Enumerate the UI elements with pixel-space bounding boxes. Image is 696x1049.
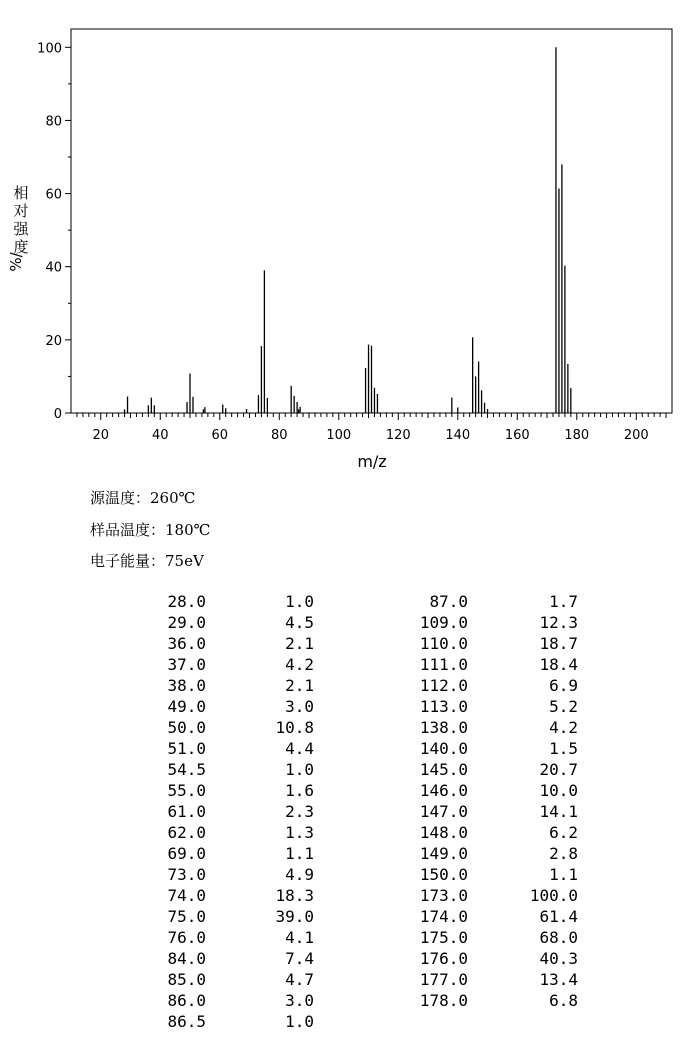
mz-cell: 150.0 [419, 865, 468, 884]
mz-cell: 140.0 [419, 739, 468, 758]
intensity-cell: 39.0 [275, 907, 314, 926]
intensity-cell: 4.7 [285, 970, 314, 989]
mz-cell: 55.0 [167, 781, 206, 800]
mz-cell: 76.0 [167, 928, 206, 947]
mz-cell: 110.0 [419, 634, 468, 653]
table-row [150, 864, 578, 885]
intensity-cell [468, 1011, 578, 1032]
intensity-cell: 6.2 [549, 823, 578, 842]
intensity-cell: 2.1 [285, 676, 314, 695]
x-tick-label: 40 [151, 428, 169, 443]
intensity-cell: 1.7 [549, 592, 578, 611]
condition-label: 源温度： [90, 489, 151, 507]
table-row [150, 885, 578, 906]
intensity-cell: 2.3 [285, 802, 314, 821]
mz-cell: 149.0 [419, 844, 468, 863]
table-row [150, 738, 578, 759]
mz-cell: 51.0 [167, 739, 206, 758]
intensity-cell: 12.3 [539, 613, 578, 632]
intensity-cell: 14.1 [539, 802, 578, 821]
x-tick-label: 100 [326, 428, 352, 443]
sample-temperature [90, 519, 210, 540]
mz-cell: 87.0 [429, 592, 468, 611]
table-row [150, 969, 578, 990]
mz-cell: 86.5 [167, 1012, 206, 1031]
intensity-cell: 61.4 [539, 907, 578, 926]
intensity-cell: 7.4 [285, 949, 314, 968]
y-axis-label-char: 对 [13, 202, 29, 220]
intensity-cell: 4.4 [285, 739, 314, 758]
mz-cell: 75.0 [167, 907, 206, 926]
y-axis-label-char: %/ [7, 252, 25, 272]
mz-cell: 86.0 [167, 991, 206, 1010]
mz-cell: 54.5 [167, 760, 206, 779]
mz-cell: 61.0 [167, 802, 206, 821]
mz-cell: 113.0 [419, 697, 468, 716]
mz-cell: 84.0 [167, 949, 206, 968]
intensity-cell: 18.3 [275, 886, 314, 905]
x-tick-label: 60 [211, 428, 229, 443]
condition-value: 75eV [165, 552, 204, 570]
y-axis [37, 41, 71, 422]
mz-cell: 148.0 [419, 823, 468, 842]
x-tick-label: 20 [92, 428, 110, 443]
mz-cell: 178.0 [419, 991, 468, 1010]
intensity-cell: 4.2 [549, 718, 578, 737]
y-axis-label-char: 强 [13, 220, 29, 238]
mz-cell [314, 1011, 468, 1032]
mz-cell: 175.0 [419, 928, 468, 947]
source-temperature [90, 487, 195, 508]
table-row [150, 822, 578, 843]
y-tick-label: 60 [45, 187, 62, 203]
mz-cell: 73.0 [167, 865, 206, 884]
intensity-cell: 100.0 [529, 886, 578, 905]
y-axis-label-char: 度 [13, 238, 29, 256]
intensity-cell: 1.0 [285, 760, 314, 779]
intensity-cell: 68.0 [539, 928, 578, 947]
peak-bars [125, 47, 571, 413]
mz-cell: 145.0 [419, 760, 468, 779]
intensity-cell: 3.0 [285, 991, 314, 1010]
mz-cell: 29.0 [167, 613, 206, 632]
y-tick-label: 100 [37, 41, 62, 57]
mass-spectrum-chart [0, 0, 696, 480]
x-tick-label: 140 [445, 428, 471, 443]
y-axis-label-char: 相 [13, 184, 29, 202]
intensity-cell: 1.0 [285, 592, 314, 611]
intensity-cell: 1.1 [549, 865, 578, 884]
x-tick-label: 200 [623, 428, 649, 443]
x-axis [77, 413, 666, 443]
intensity-cell: 6.9 [549, 676, 578, 695]
mz-cell: 138.0 [419, 718, 468, 737]
mz-cell: 111.0 [419, 655, 468, 674]
intensity-cell: 3.0 [285, 697, 314, 716]
mz-cell: 147.0 [419, 802, 468, 821]
mz-cell: 37.0 [167, 655, 206, 674]
intensity-cell: 40.3 [539, 949, 578, 968]
mz-cell: 177.0 [419, 970, 468, 989]
mz-cell: 174.0 [419, 907, 468, 926]
y-tick-label: 0 [53, 407, 62, 422]
mz-cell: 85.0 [167, 970, 206, 989]
mz-cell: 112.0 [419, 676, 468, 695]
mz-cell: 69.0 [167, 844, 206, 863]
table-row [150, 780, 578, 801]
intensity-cell: 13.4 [539, 970, 578, 989]
intensity-cell: 1.5 [549, 739, 578, 758]
x-tick-label: 160 [504, 428, 530, 443]
table-row [150, 759, 578, 780]
y-tick-label: 20 [45, 333, 62, 349]
mz-cell: 49.0 [167, 697, 206, 716]
x-axis-label: m/z [357, 452, 387, 471]
intensity-cell: 4.5 [285, 613, 314, 632]
table-row [150, 591, 578, 612]
table-row [150, 1011, 578, 1032]
intensity-cell: 5.2 [549, 697, 578, 716]
mz-cell: 176.0 [419, 949, 468, 968]
x-tick-label: 80 [270, 428, 288, 443]
intensity-cell: 18.7 [539, 634, 578, 653]
condition-label: 电子能量： [90, 552, 166, 570]
y-tick-label: 40 [45, 260, 62, 276]
table-row [150, 906, 578, 927]
table-row [150, 654, 578, 675]
intensity-cell: 1.0 [285, 1012, 314, 1031]
intensity-cell: 2.8 [549, 844, 578, 863]
x-tick-label: 180 [564, 428, 590, 443]
table-row [150, 990, 578, 1011]
table-row [150, 927, 578, 948]
intensity-cell: 1.1 [285, 844, 314, 863]
table-row [150, 675, 578, 696]
mz-cell: 62.0 [167, 823, 206, 842]
mz-cell: 38.0 [167, 676, 206, 695]
x-tick-label: 120 [385, 428, 411, 443]
peak-table [150, 591, 578, 1032]
intensity-cell: 10.0 [539, 781, 578, 800]
intensity-cell: 4.9 [285, 865, 314, 884]
electron-energy [90, 550, 204, 571]
mz-cell: 74.0 [167, 886, 206, 905]
condition-value: 180℃ [165, 521, 211, 539]
table-row [150, 696, 578, 717]
condition-value: 260℃ [150, 489, 196, 507]
condition-label: 样品温度： [90, 521, 166, 539]
table-row [150, 612, 578, 633]
mz-cell: 146.0 [419, 781, 468, 800]
mz-cell: 28.0 [167, 592, 206, 611]
table-row [150, 717, 578, 738]
intensity-cell: 18.4 [539, 655, 578, 674]
intensity-cell: 2.1 [285, 634, 314, 653]
intensity-cell: 10.8 [275, 718, 314, 737]
intensity-cell: 6.8 [549, 991, 578, 1010]
mz-cell: 50.0 [167, 718, 206, 737]
intensity-cell: 20.7 [539, 760, 578, 779]
intensity-cell: 4.1 [285, 928, 314, 947]
table-row [150, 948, 578, 969]
y-tick-label: 80 [45, 114, 62, 130]
y-axis-label [7, 184, 29, 272]
mz-cell: 173.0 [419, 886, 468, 905]
intensity-cell: 1.3 [285, 823, 314, 842]
table-row [150, 633, 578, 654]
mz-cell: 36.0 [167, 634, 206, 653]
table-row [150, 801, 578, 822]
intensity-cell: 4.2 [285, 655, 314, 674]
intensity-cell: 1.6 [285, 781, 314, 800]
mz-cell: 109.0 [419, 613, 468, 632]
table-row [150, 843, 578, 864]
